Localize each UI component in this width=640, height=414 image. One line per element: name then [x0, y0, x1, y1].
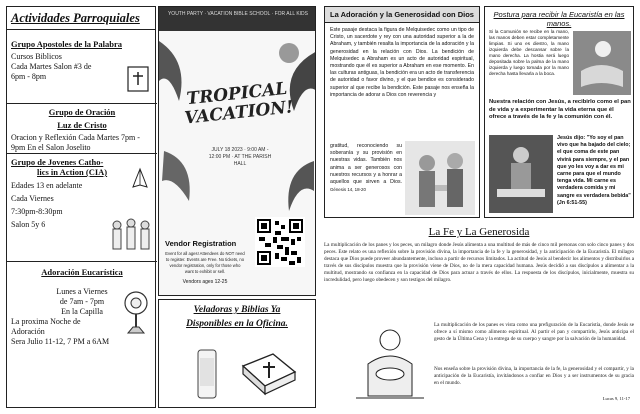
postura-instructions: Si la Comunión se recibe en la mano, las manos deben estar completamente limpias. Si uno es diestro, la mano izquierda debe descansar sobre la mano derecha. La hostia será luego depositada sobre la palma de la mano izquierda y luego tomada por la mano derecha hasta llevarla a la boca. [489, 29, 569, 76]
divider [7, 261, 157, 262]
oracion-heading: Grupo de Oración [48, 107, 116, 117]
apostoles-heading: Grupo Apostoles de la Palabra [11, 39, 122, 49]
bulletin-right-page [324, 6, 634, 408]
monstrance-icon [119, 289, 153, 335]
apostoles-line: Cada Martes Salon #3 de [11, 62, 92, 71]
apostoles-line: 6pm - 8pm [11, 72, 47, 81]
fe-citation: Lucas 9, 11-17 [602, 396, 630, 401]
oracion-heading: Luz de Cristo [57, 120, 107, 130]
adoracion-box-body-continued [330, 143, 402, 194]
adoracion-line: Lunes a Viernes [56, 287, 108, 296]
adoracion-generosidad-box [324, 6, 480, 218]
fe-paragraph: Nos enseña sobre la provisión divina, la importancia de la fe, la generosidad y el compartir, y la anticipación de la Eucaristía, invitándonos a confiar en Dios y a ser instrumentos de su gracia en el mundo. [434, 366, 634, 386]
activities-title: Actividades Parroquiales [7, 7, 155, 30]
oracion-line: Oracion y Reflexión Cada Martes 7pm - [11, 133, 140, 142]
jesus-quote: Jesús dijo: "Yo soy el pan vivo que ha bajado del cielo; el que coma de este pan vivirá para siempre, y el pan que yo les voy a dar es mi carne para que el mundo tenga vida. Mi carne es verdadera comida y mi sangre es verdadera bebida" (Jn 6:51-55) [557, 135, 631, 206]
flyer-headline: TROPICAL VACATION! [183, 78, 295, 129]
fe-paragraph: La multiplicación de los panes y los peces, un milagro donde Jesús alimenta a una multitud de más de cinco mil personas con solo cinco panes y dos peces. Este relato es una reflexión sobre la provisión divina, la importancia de la fe y la generosidad, y la anticipación de la Eucaristía. El milagro destaca que Dios puede proveer abundantemente, incluso a partir de recursos limitados. La actitud de Jesús al bendecir los alimentos y distribuirlos a través de sus discípulos muestra que la provisión viene de Dios, no de la mera capacidad humana. Jesús decidió a sus discípulos a alimentar a la multitud, mostrando su confianza en la capacidad de Dios para actuar a través de ellos. La respuesta de los discípulos, inicialmente, muestra su incredulidad, pero luego obedecen y son testigos del milagro. [324, 242, 634, 283]
adoracion-line: Sera Julio 11-12, 7 PM a 6AM [11, 337, 110, 346]
candles-bibles-title: Veladoras y Biblias Ya [193, 305, 281, 315]
flyer-dates: JULY 18 2023 · 9:00 AM - 12:00 PM · AT THE PARISH HALL [208, 147, 272, 167]
bulletin-left-page [6, 6, 316, 408]
hands-receiving-host-photo [573, 31, 631, 95]
fe-generosidad-title: La Fe y La Generosida [428, 226, 530, 238]
postura-eucaristia-box [484, 6, 634, 218]
candles-bibles-box [158, 299, 316, 408]
loaves-fishes-illustration [354, 324, 426, 404]
vendor-registration-text: Event for all ages! Attendees do NOT need to register. Events are Free. No tickets, no vendor registration, only for those who want to exhibit or sell. [165, 251, 245, 274]
jovenes-line: Cada Viernes [11, 194, 54, 203]
jovenes-line: 7:30pm-8:30pm [11, 207, 63, 216]
oracion-section [7, 107, 157, 153]
adoracion-line: La proxima Noche de [11, 317, 81, 326]
apostoles-line: Cursos Biblicos [11, 52, 62, 61]
vendor-registration-title: Vendor Registration [165, 239, 237, 248]
adoracion-box-body: Este pasaje destaca la figura de Melquisedec como un tipo de Cristo, un sacerdote y rey con una autoridad superior a la de Abraham, y también resalta la importancia de la adoración y la generosidad en la relación con Dios. La bendición de Melquisedec a Abraham es un acto de autoridad espiritual, mostrando que él es superior a Abraham en ese momento. En las culturas antiguas, la bendición era un acto de transferencia de autoridad o favor divino, y el que bendice es considerado superior al que recibe la bendición. Este pasaje nos enseña la importancia de adorar a Dios con reverencia y [330, 27, 474, 98]
adoracion-box-body-2: gratitud, reconociendo su soberanía y su provisión en nuestras vidas. También nos anima a ser generosos con nuestros recursos y a honrar a aquellos que sirven a Dios. [330, 143, 402, 186]
adoracion-line: de 7am - 7pm [59, 297, 105, 306]
vacation-bible-school-flyer [158, 6, 316, 296]
candle-icon [195, 344, 219, 400]
melchizedek-illustration [405, 141, 475, 215]
jovenes-line: Edades 13 en adelante [11, 181, 83, 190]
adoracion-line: Adoración [11, 327, 45, 336]
candles-bibles-title: Disponibles en la Oficina. [186, 319, 288, 329]
adoracion-box-title: La Adoración y la Generosidad con Dios [325, 7, 479, 23]
vendor-ages: Vendors ages 12-25 [182, 279, 228, 285]
jovenes-heading: lics in Action (CIA) [37, 167, 108, 177]
jovenes-heading: Grupo de Jovenes Catho- [11, 157, 104, 167]
fe-paragraph: La multiplicación de los panes es vista como una prefiguración de la Eucaristía, donde Jesús se ofrece a sí mismo como alimento espiritual. Al partir el pan y compartirlo, Jesús anticipa el gesto de la Última Cena y la entrega de su cuerpo y sangre por la salvación de la humanidad. [434, 322, 634, 342]
last-supper-illustration [489, 135, 553, 213]
postura-paragraph: Nuestra relación con Jesús, a recibirlo como el pan de vida y a experimentar la vida eterna que él ofrece a través de la fe y la comunión con él. [489, 99, 631, 121]
oracion-line: 9pm En el Salon Joselito [11, 143, 91, 152]
youth-group-illustration [107, 217, 155, 261]
registration-qr-code[interactable] [255, 217, 305, 267]
adoracion-line: En la Capilla [61, 307, 103, 316]
adoracion-box-citation: Génesis 14, 18-20 [330, 187, 366, 193]
adoracion-heading: Adoración Eucarística [41, 267, 123, 277]
divider [7, 153, 157, 154]
tropical-leaves-illustration [159, 31, 316, 231]
praying-hands-icon [127, 167, 153, 189]
jovenes-line: Salon 5y 6 [11, 220, 46, 229]
bible-book-icon [239, 350, 299, 398]
postura-title: Postura para recibir la Eucaristía en las manos. [493, 10, 625, 28]
bible-icon [125, 63, 151, 93]
flyer-header: YOUTH PARTY · VACATION BIBLE SCHOOL · FOR ALL KIDS [159, 7, 316, 31]
divider [7, 103, 157, 104]
activities-column [6, 6, 156, 408]
